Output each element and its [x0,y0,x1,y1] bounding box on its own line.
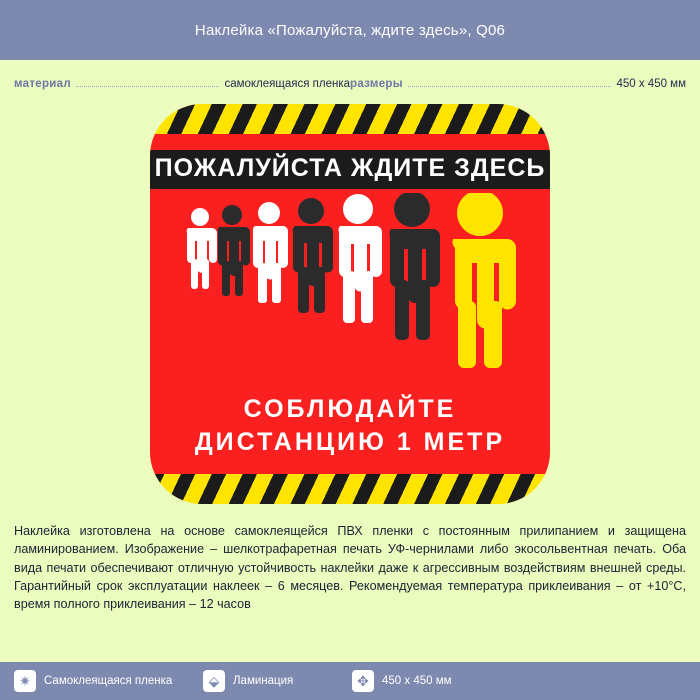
shield-icon: ⬙ [203,670,225,692]
dot-leader [408,86,612,87]
dot-leader [76,86,219,87]
queue-figures [150,193,550,368]
footer-item-lamination [189,670,338,692]
footer-label-lamination: Ламинация [233,675,294,687]
gear-icon: ✷ [14,670,36,692]
sticker-preview [0,104,700,504]
person-icon-3 [253,202,288,303]
footer-label-size: 450 x 450 мм [382,675,452,687]
sticker-bottom-text [150,393,550,461]
page-title: Наклейка «Пожалуйста, ждите здесь», Q06 [194,21,506,39]
sticker-title: ПОЖАЛУЙСТА ЖДИТЕ ЗДЕСЬ [150,150,550,189]
sticker-line-2: ДИСТАНЦИЮ 1 МЕТР [194,428,506,457]
person-icon-2 [218,205,250,296]
hazard-stripe-top [150,104,550,134]
resize-icon: ✥ [352,670,374,692]
footer-bar [0,662,700,700]
person-icon-6 [389,193,440,340]
page-header [0,0,700,60]
hazard-stripe-bottom [150,474,550,504]
sticker-line-1: СОБЛЮДАЙТЕ [243,394,457,423]
sticker-body [150,134,550,474]
person-icon-highlighted [453,193,516,368]
spec-row [0,60,700,90]
spec-size-value: 450 x 450 мм [616,78,686,90]
person-icon-4 [293,198,333,313]
spec-size [350,78,686,90]
person-icon-5 [339,194,382,323]
product-description: Наклейка изготовлена на основе самоклеящейся ПВХ пленки с постоянным прилипанием и защищена ламинированием. Изображение – шелкотрафаретная печать УФ-чернилами либо экосольвентная печать. Оба вида печати обеспечивают отличную устойчивость наклейки даже к агрессивным воздействиям внешней среды. Гарантийный срок эксплуатации наклеек – 6 месяцев. Рекомендуемая температура приклеивания – от +10°С, время полного приклеивания – 12 часов [14,524,686,611]
spec-size-label: размеры [350,78,403,90]
spec-material-label: материал [14,78,71,90]
queue-people-icon [150,193,550,368]
spec-material-value: самоклеящаяся пленка [224,78,350,90]
person-icon-1 [187,208,217,289]
footer-label-material: Самоклеящаяся пленка [44,675,173,687]
footer-item-material [0,670,189,692]
spec-material [14,78,350,90]
sticker-artwork [150,104,550,504]
footer-item-size [338,670,452,692]
